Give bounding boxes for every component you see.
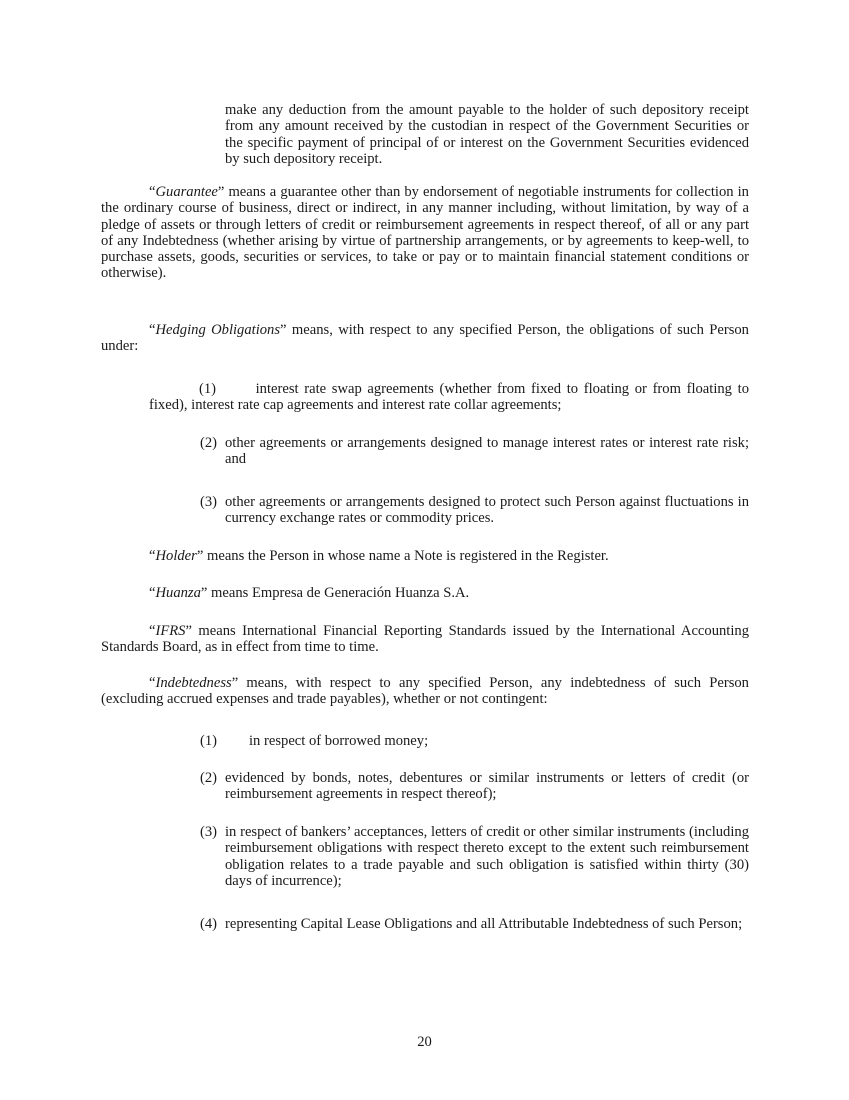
hedging-item-2-text: other agreements or arrangements designed to manage interest rates or interest rate risk; and bbox=[225, 435, 749, 468]
definition-ifrs-text: means International Financial Reporting Standards issued by the International Accounting Standards Board, as in effect from time to time. bbox=[101, 623, 749, 656]
term-holder: Holder bbox=[155, 548, 197, 564]
definition-guarantee-text: means a guarantee other than by endorsement of negotiable instruments for collection in the ordinary course of business, direct or indirect, in any manner including, without limitation, by way of a pledge of assets or through letters of credit or reimbursement agreements in respect thereof, of all or any part of any Indebtedness (whether arising by virtue of partnership arrangements, or by agreements to keep-well, to purchase assets, goods, securities or services, to take or pay or to maintain financial statement conditions or otherwise). bbox=[101, 184, 749, 282]
hedging-item-1 bbox=[149, 381, 749, 414]
definition-guarantee: “Guarantee” means a guarantee other than by endorsement of negotiable instruments for collection in the ordinary course of business, direct or indirect, in any manner including, without limitation, by way of a pledge of assets or through letters of credit or reimbursement agreements in respect thereof, of all or any part of any Indebtedness (whether arising by virtue of partnership arrangements, or by agreements to keep-well, to purchase assets, goods, securities or services, to take or pay or to maintain financial statement conditions or otherwise). bbox=[101, 184, 749, 282]
definition-indebtedness: “Indebtedness” means, with respect to any specified Person, any indebtedness of such Person (excluding accrued expenses and trade payables), whether or not contingent: bbox=[101, 675, 749, 708]
hedging-item-3-num: (3) bbox=[200, 494, 218, 510]
indebtedness-item-3-text: in respect of bankers’ acceptances, letters of credit or other similar instruments (including reimbursement obligations with respect thereto except to the extent such reimbursement obligation relates to a trade payable and such obligation is satisfied within thirty (30) days of incurrence); bbox=[225, 824, 749, 889]
hedging-item-1-num: (1) bbox=[199, 381, 217, 397]
term-hedging-obligations: Hedging Obligations bbox=[155, 322, 281, 338]
definition-hedging-obligations: “Hedging Obligations” means, with respect to any specified Person, the obligations of such Person under: bbox=[101, 322, 749, 355]
page-number: 20 bbox=[417, 1034, 432, 1050]
indebtedness-item-2-text: evidenced by bonds, notes, debentures or similar instruments or letters of credit (or reimbursement agreements in respect thereof); bbox=[225, 770, 749, 803]
indebtedness-item-1-text: in respect of borrowed money; bbox=[249, 733, 429, 749]
indebtedness-item-1-num: (1) bbox=[200, 733, 218, 749]
indebtedness-item-4-text: representing Capital Lease Obligations and all Attributable Indebtedness of such Person; bbox=[225, 916, 743, 932]
term-guarantee: Guarantee bbox=[155, 184, 218, 200]
indebtedness-item-4-num: (4) bbox=[200, 916, 218, 932]
definition-hedging-text: means, with respect to any specified Person, the obligations of such Person under: bbox=[101, 322, 749, 355]
definition-indebtedness-text: means, with respect to any specified Person, any indebtedness of such Person (excluding accrued expenses and trade payables), whether or not contingent: bbox=[101, 675, 749, 708]
indebtedness-item-2-num: (2) bbox=[200, 770, 218, 786]
definition-holder-text: means the Person in whose name a Note is registered in the Register. bbox=[206, 548, 609, 564]
term-indebtedness: Indebtedness bbox=[155, 675, 232, 691]
indebtedness-item-3-num: (3) bbox=[200, 824, 218, 840]
hedging-item-2-num: (2) bbox=[200, 435, 218, 451]
term-huanza: Huanza bbox=[155, 585, 201, 601]
definition-ifrs: “IFRS” means International Financial Reporting Standards issued by the International Accounting Standards Board, as in effect from time to time. bbox=[101, 623, 749, 656]
term-ifrs: IFRS bbox=[155, 623, 186, 639]
continuation-paragraph: make any deduction from the amount payable to the holder of such depository receipt from any amount received by the custodian in respect of the Government Securities or the specific payment of principal of or interest on the Government Securities evidenced by such depository receipt. bbox=[225, 102, 749, 167]
definition-huanza-text: means Empresa de Generación Huanza S.A. bbox=[211, 585, 470, 601]
hedging-item-1-text: interest rate swap agreements (whether from fixed to floating or from floating to fixed), interest rate cap agreements and interest rate collar agreements; bbox=[149, 381, 749, 414]
definition-holder: “Holder” means the Person in whose name a Note is registered in the Register. bbox=[149, 548, 609, 564]
hedging-item-3-text: other agreements or arrangements designed to protect such Person against fluctuations in currency exchange rates or commodity prices. bbox=[225, 494, 749, 527]
definition-huanza: “Huanza” means Empresa de Generación Huanza S.A. bbox=[149, 585, 470, 601]
